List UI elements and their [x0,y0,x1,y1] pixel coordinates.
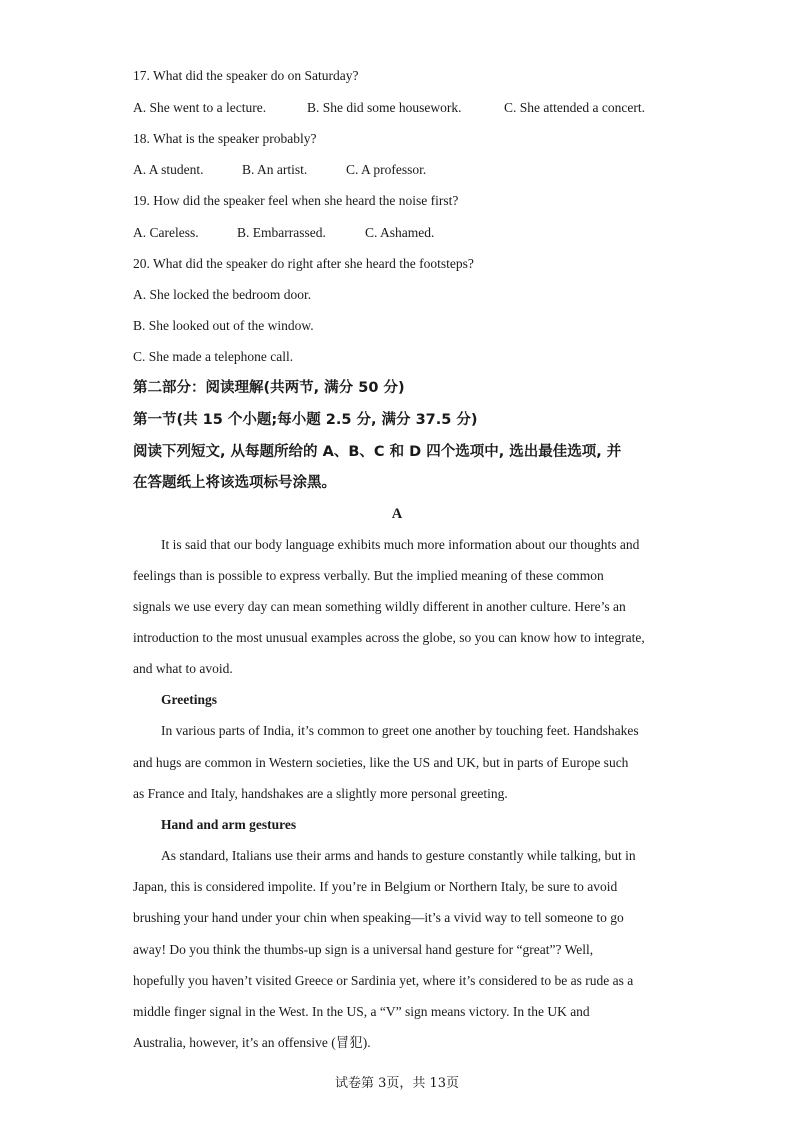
paragraph-line: It is said that our body language exhibits much more information about our thoughts and [161,537,640,552]
question-20-option-b: B. She looked out of the window. [133,318,314,333]
option-b: B. An artist. [242,162,308,177]
question-19-options [133,223,434,243]
paragraph-line: away! Do you think the thumbs-up sign is a universal hand gesture for “great”? Well, [133,942,594,957]
paragraph-line: signals we use every day can mean something wildly different in another culture. Here’s an [133,599,626,614]
instruction-line-1: 阅读下列短文, 从每题所给的 A、B、C 和 D 四个选项中, 选出最佳选项, 并 [133,444,622,460]
paragraph-line: and what to avoid. [133,661,233,676]
paragraph-line: brushing your hand under your chin when speaking—it’s a vivid way to tell someone to go [133,910,624,925]
option-a: A. A student. [133,162,204,177]
paragraph-line: and hugs are common in Western societies, like the US and UK, but in parts of Europe such [133,755,629,770]
paragraph-line: Australia, however, it’s an offensive (冒犯). [133,1035,371,1050]
option-b: B. She did some housework. [307,100,462,115]
option-c: C. A professor. [346,162,427,177]
paragraph-line: middle finger signal in the West. In the US, a “V” sign means victory. In the UK and [133,1004,590,1019]
paragraph-line: In various parts of India, it’s common to greet one another by touching feet. Handshakes [161,723,639,738]
paragraph-line: hopefully you haven’t visited Greece or Sardinia yet, where it’s considered to be as rude as a [133,973,634,988]
option-a: A. She went to a lecture. [133,100,267,115]
option-c: C. She attended a concert. [504,100,645,115]
question-17-options [133,98,645,118]
page-footer: 试卷第 3页，共 13页 [334,1076,460,1091]
paragraph-line: Japan, this is considered impolite. If you’re in Belgium or Northern Italy, be sure to avoid [133,879,618,894]
question-17: 17. What did the speaker do on Saturday? [133,68,359,83]
paragraph-line: introduction to the most unusual examples across the globe, so you can know how to integrate, [133,630,645,645]
subsection-heading: 第一节(共 15 个小题;每小题 2.5 分, 满分 37.5 分) [133,412,478,428]
paragraph-line: As standard, Italians use their arms and hands to gesture constantly while talking, but in [161,848,636,863]
paragraph-line: as France and Italy, handshakes are a slightly more personal greeting. [133,786,508,801]
question-20-option-a: A. She locked the bedroom door. [133,287,312,302]
option-a: A. Careless. [133,225,199,240]
question-20-option-c: C. She made a telephone call. [133,349,294,364]
question-20: 20. What did the speaker do right after she heard the footsteps? [133,256,474,271]
paragraph-line: feelings than is possible to express verbally. But the implied meaning of these common [133,568,604,583]
question-18-options [133,160,426,180]
option-c: C. Ashamed. [365,225,435,240]
question-18: 18. What is the speaker probably? [133,131,317,146]
passage-letter: A [391,506,403,522]
gestures-heading: Hand and arm gestures [161,817,297,832]
greetings-heading: Greetings [161,692,217,707]
instruction-line-2: 在答题纸上将该选项标号涂黑。 [133,475,336,491]
question-19: 19. How did the speaker feel when she heard the noise first? [133,193,459,208]
option-b: B. Embarrassed. [237,225,326,240]
part-heading: 第二部分：阅读理解(共两节, 满分 50 分) [133,380,405,396]
